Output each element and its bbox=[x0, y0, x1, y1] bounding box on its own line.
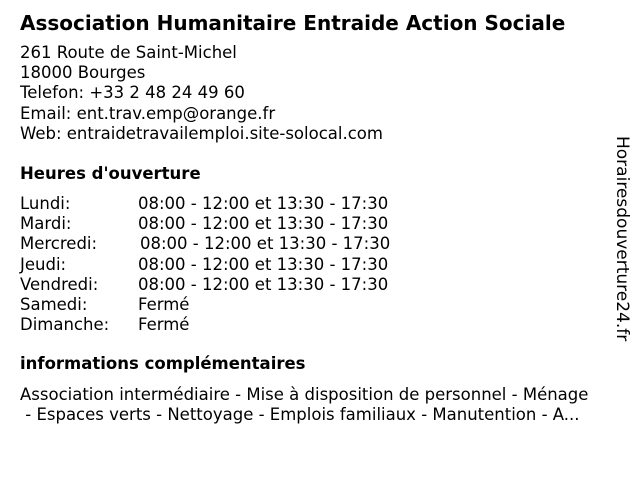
site-watermark: Horairesdouverture24.fr bbox=[612, 136, 632, 342]
day-label: Vendredi: bbox=[20, 274, 99, 294]
day-label: Dimanche: bbox=[20, 315, 110, 335]
info-line-1: Association intermédiaire - Mise à disposition de personnel - Ménage bbox=[20, 385, 589, 404]
email-line: Email: ent.trav.emp@orange.fr bbox=[20, 103, 276, 123]
day-label: Jeudi: bbox=[20, 254, 67, 274]
time-value: 08:00 - 12:00 et 13:30 - 17:30 bbox=[138, 274, 389, 294]
web-line: Web: entraidetravailemploi.site-solocal.com bbox=[20, 123, 383, 143]
hours-heading: Heures d'ouverture bbox=[20, 164, 201, 183]
time-value: 08:00 - 12:00 et 13:30 - 17:30 bbox=[138, 194, 389, 213]
day-label: Mercredi: bbox=[20, 234, 98, 254]
address-line-2: 18000 Bourges bbox=[20, 63, 146, 83]
time-value: Fermé bbox=[138, 315, 190, 335]
business-name: Association Humanitaire Entraide Action Sociale bbox=[20, 11, 566, 35]
day-label: Mardi: bbox=[20, 214, 72, 234]
info-line-2: - Espaces verts - Nettoyage - Emplois familiaux - Manutention - A... bbox=[20, 405, 580, 424]
time-value: 08:00 - 12:00 et 13:30 - 17:30 bbox=[138, 254, 389, 274]
address-line-1: 261 Route de Saint-Michel bbox=[20, 43, 237, 62]
contact-block bbox=[20, 43, 383, 144]
info-description bbox=[20, 385, 630, 425]
day-label: Samedi: bbox=[20, 294, 88, 314]
time-value: 08:00 - 12:00 et 13:30 - 17:30 bbox=[140, 234, 391, 254]
phone-line: Telefon: +33 2 48 24 49 60 bbox=[20, 83, 245, 103]
day-label: Lundi: bbox=[20, 194, 71, 213]
time-value: 08:00 - 12:00 et 13:30 - 17:30 bbox=[138, 214, 389, 234]
info-heading: informations complémentaires bbox=[20, 354, 306, 373]
time-value: Fermé bbox=[138, 294, 190, 314]
